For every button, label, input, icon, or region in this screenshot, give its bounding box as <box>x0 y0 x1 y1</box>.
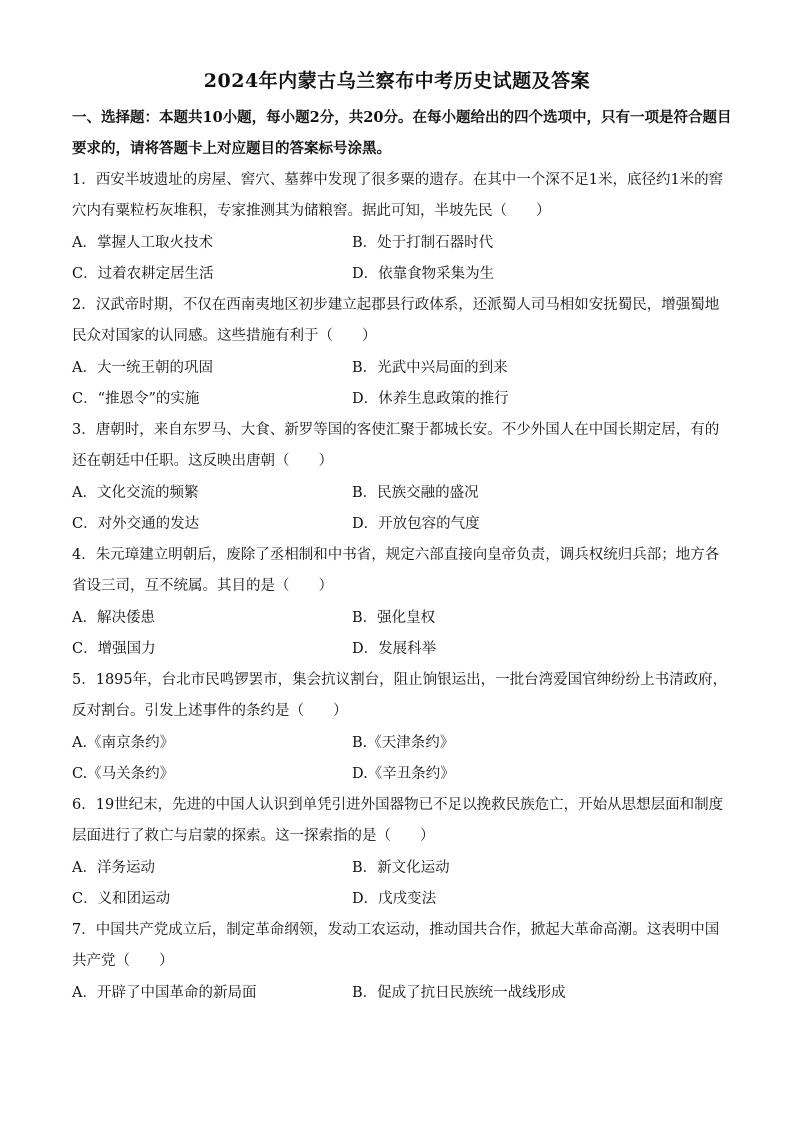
question-2-stem: 2．汉武帝时期，不仅在西南夷地区初步建立起郡县行政体系，还派蜀人司马相如安抚蜀民，增强蜀地民众对国家的认同感。这些措施有利于（ ） <box>72 297 720 344</box>
question-1-stem: 1．西安半坡遗址的房屋、窖穴、墓葬中发现了很多粟的遗存。在其中一个深不足1米，底径约1米的窖穴内有粟粒朽灰堆积，专家推测其为储粮窖。据此可知，半坡先民（ ） <box>72 172 724 219</box>
question-5-option-a: A.《南京条约》 <box>72 735 175 751</box>
question-4-stem: 4．朱元璋建立明朝后，废除了丞相制和中书省，规定六部直接向皇帝负责，调兵权统归兵部；地方各省设三司，互不统属。其目的是（ ） <box>72 547 720 594</box>
question-4-option-d: D．发展科举 <box>352 641 437 657</box>
page-title: 2024年内蒙古乌兰察布中考历史试题及答案 <box>203 70 591 92</box>
section-heading: 一、选择题：本题共10小题，每小题2分，共20分。在每小题给出的四个选项中，只有一项是符合题目要求的，请将答题卡上对应题目的答案标号涂黑。 <box>72 109 732 157</box>
question-3-option-c: C．对外交通的发达 <box>72 516 200 532</box>
question-1-option-a: A．掌握人工取火技术 <box>72 235 213 251</box>
question-5-option-b: B.《天津条约》 <box>352 735 455 751</box>
question-6-option-c: C．义和团运动 <box>72 891 171 907</box>
question-5-stem: 5．1895年，台北市民鸣锣罢市，集会抗议割台，阻止饷银运出，一批台湾爱国官绅纷纷上书清政府，反对割台。引发上述事件的条约是（ ） <box>72 672 728 719</box>
question-1-option-d: D．依靠食物采集为生 <box>352 266 495 282</box>
question-5-option-d: D.《辛丑条约》 <box>352 766 455 782</box>
question-7-option-b: B．促成了抗日民族统一战线形成 <box>352 985 566 1001</box>
question-6-option-a: A．洋务运动 <box>72 860 155 876</box>
question-2-option-a: A．大一统王朝的巩固 <box>72 360 213 376</box>
question-1-option-c: C．过着农耕定居生活 <box>72 266 214 282</box>
question-4-option-b: B．强化皇权 <box>352 610 436 626</box>
question-3-option-d: D．开放包容的气度 <box>352 516 480 532</box>
question-2-option-d: D．休养生息政策的推行 <box>352 391 509 407</box>
question-3-option-b: B．民族交融的盛况 <box>352 485 479 501</box>
question-7-option-a: A．开辟了中国革命的新局面 <box>72 985 257 1001</box>
question-6-stem: 6．19世纪末，先进的中国人认识到单凭引进外国器物已不足以挽救民族危亡，开始从思想层面和制度层面进行了救亡与启蒙的探索。这一探索指的是（ ） <box>72 797 724 844</box>
question-4-option-a: A．解决倭患 <box>72 610 155 626</box>
question-3-stem: 3．唐朝时，来自东罗马、大食、新罗等国的客使汇聚于都城长安。不少外国人在中国长期定居，有的还在朝廷中任职。这反映出唐朝（ ） <box>72 422 720 469</box>
question-6-option-b: B．新文化运动 <box>352 860 450 876</box>
question-3-option-a: A．文化交流的频繁 <box>72 485 199 501</box>
question-4-option-c: C．增强国力 <box>72 641 156 657</box>
question-1-option-b: B．处于打制石器时代 <box>352 235 494 251</box>
question-2-option-c: C．“推恩令”的实施 <box>72 391 200 407</box>
question-5-option-c: C.《马关条约》 <box>72 766 175 782</box>
question-7-stem: 7．中国共产党成立后，制定革命纲领，发动工农运动，推动国共合作，掀起大革命高潮。这表明中国共产党（ ） <box>72 922 720 969</box>
question-2-option-b: B．光武中兴局面的到来 <box>352 360 508 376</box>
question-6-option-d: D．戊戌变法 <box>352 891 437 907</box>
